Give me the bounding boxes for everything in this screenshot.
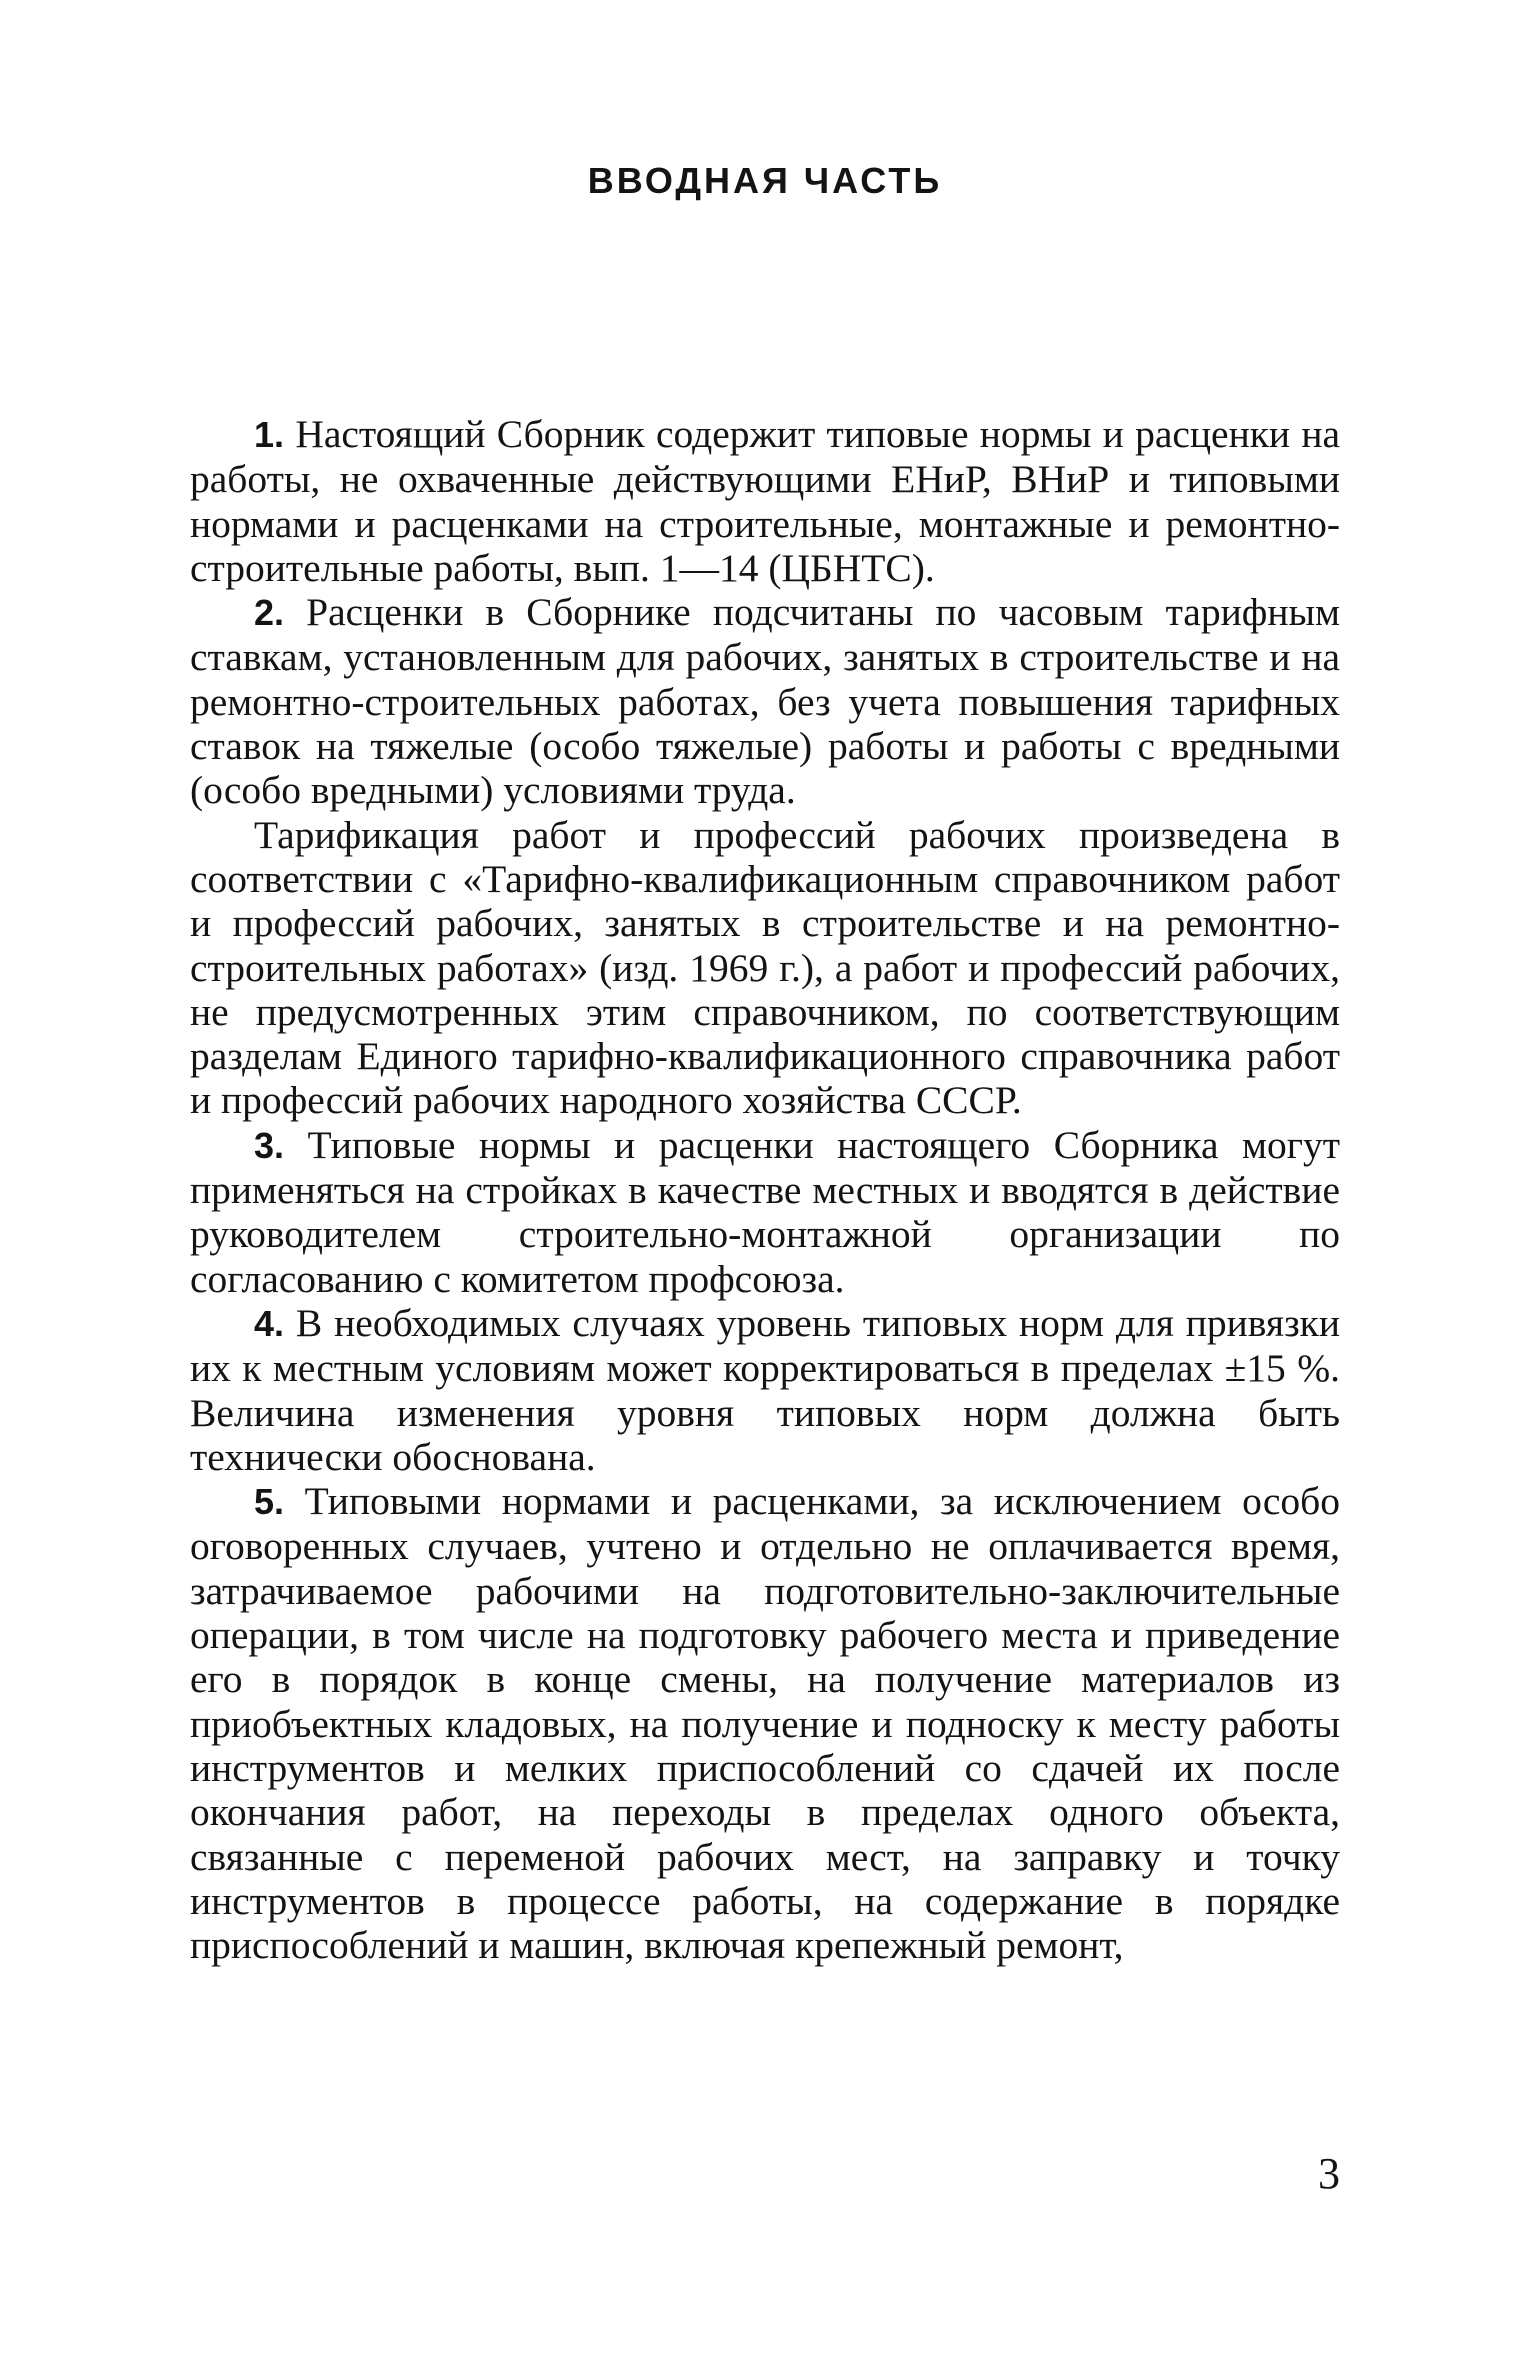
paragraph-number: 2.	[254, 592, 285, 634]
paragraph-2-continued	[190, 813, 1340, 1123]
paragraph-text: В необходимых случаях уровень типовых норм для привязки их к местным условиям может корректироваться в пределах ±15 %. Величина изменения уровня типовых норм должна быть технически обоснована.	[190, 1300, 1341, 1479]
paragraph-2	[190, 590, 1340, 812]
paragraph-text: Тарификация работ и профессий рабочих произведена в соответствии с «Тарифно-квалификационным справочником работ и профессий рабочих, занятых в строительстве и на ремонтно-строительных работах» (изд. 1969 г.), а работ и профессий рабочих, не предусмотренных этим справочником, по соответствующим разделам Единого тарифно-квалификационного справочника работ и профессий рабочих народного хозяйства СССР.	[190, 812, 1340, 1123]
paragraph-number: 3.	[254, 1124, 285, 1166]
paragraph-number: 1.	[254, 414, 285, 455]
paragraph-text: Расценки в Сборнике подсчитаны по часовым тарифным ставкам, установленным для рабочих, занятых в строительстве и на ремонтно-строительных работах, без учета повышения тарифных ставок на тяжелые (особо тяжелые) работы и работы с вредными (особо вредными) условиями труда.	[190, 590, 1340, 813]
body-text	[190, 412, 1340, 1967]
paragraph-5	[190, 1479, 1340, 1967]
page-number: 3	[1318, 2149, 1340, 2198]
paragraph-text: Типовые нормы и расценки настоящего Сборника могут применяться на стройках в качестве местных и вводятся в действие руководителем строительно-монтажной организации по согласованию с комитетом профсоюза.	[190, 1122, 1341, 1301]
paragraph-text: Типовыми нормами и расценками, за исключением особо оговоренных случаев, учтено и отдельно не оплачивается время, затрачиваемое рабочими на подготовительно-заключительные операции, в том числе на подготовку рабочего места и приведение его в порядок в конце смены, на получение материалов из приобъектных кладовых, на получение и подноску к месту работы инструментов и мелких приспособлений со сдачей их после окончания работ, на переходы в пределах одного объекта, связанные с переменой рабочих мест, на заправку и точку инструментов в процессе работы, на содержание в порядке приспособлений и машин, включая крепежный ремонт,	[190, 1479, 1340, 1968]
paragraph-3	[190, 1123, 1340, 1301]
paragraph-4	[190, 1301, 1340, 1479]
section-heading: ВВОДНАЯ ЧАСТЬ	[587, 160, 943, 201]
paragraph-1	[190, 412, 1340, 590]
paragraph-text: Настоящий Сборник содержит типовые нормы и расценки на работы, не охваченные действующими ЕНиР, ВНиР и типовыми нормами и расценками на строительные, монтажные и ремонтно-строительные работы, вып. 1—14 (ЦБНТС).	[190, 412, 1340, 590]
paragraph-number: 5.	[254, 1481, 285, 1523]
document-page	[190, 0, 1340, 2363]
paragraph-number: 4.	[254, 1302, 285, 1344]
